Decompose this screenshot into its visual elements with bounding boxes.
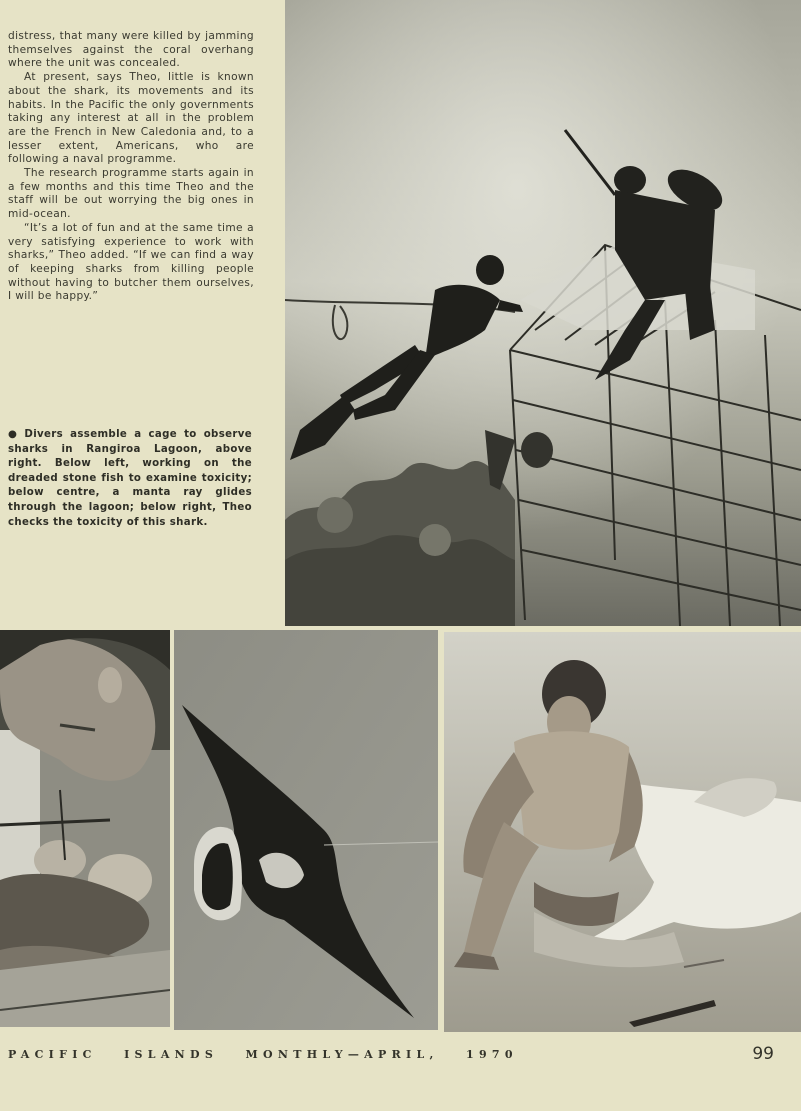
theo-shark-illustration [444, 632, 801, 1032]
article-paragraph: At present, says Theo, little is known about the shark, its movements and its habits. In the Pacific the only governments taking any interest at all in the problem are the French in New Caledonia and, to a lesser extent, Americans, who are following a naval programme. [8, 71, 254, 166]
running-head: PACIFIC ISLANDS MONTHLY—APRIL, 1970 [8, 1048, 518, 1061]
article-paragraph: distress, that many were killed by jamming themselves against the coral overhang where the unit was concealed. [8, 30, 254, 70]
article-paragraph: “It’s a lot of fun and at the same time a very satisfying experience to work with sharks,” Theo added. “If we can find a way of keeping sharks from killing people without having to butcher them ourselves, I will be happy.” [8, 221, 254, 303]
caption-bullet-icon: ● [8, 429, 21, 440]
caption-text: Divers assemble a cage to observe sharks in Rangiroa Lagoon, above right. Below left, working on the dreaded stone fish to examine toxicity; below centre, a manta ray glides through the lagoon; below right, Theo checks the toxicity of this shark. [8, 429, 252, 528]
article-paragraph: The research programme starts again in a few months and this time Theo and the staff will be out worrying the big ones in mid-ocean. [8, 167, 254, 221]
divers-cage-illustration [285, 0, 801, 626]
photo-caption [8, 428, 252, 530]
photo-manta-ray [174, 630, 438, 1030]
page-footer [8, 1046, 788, 1068]
photo-stone-fish [0, 630, 170, 1027]
page-number: 99 [752, 1044, 774, 1064]
article-text-column [8, 30, 254, 304]
photo-divers-cage [285, 0, 801, 626]
stone-fish-illustration [0, 630, 170, 1027]
manta-ray-illustration [174, 630, 438, 1030]
photo-theo-shark [444, 632, 801, 1032]
